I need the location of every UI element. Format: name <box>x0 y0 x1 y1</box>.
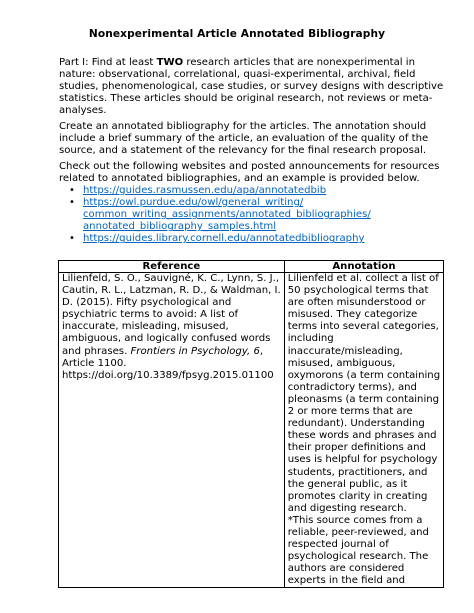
instructions-line: source, and a statement of the relevancy for the final research proposal. <box>59 145 427 157</box>
resource-link-purdue-owl[interactable]: https://owl.purdue.edu/owl/general_writing/ common_writing_assignments/annotated_bibliographies/ annotated_bibliography_samples.html <box>83 197 371 233</box>
part1-line: analyses. <box>59 105 107 117</box>
column-header-reference: Reference <box>59 261 285 273</box>
column-header-annotation: Annotation <box>284 261 443 273</box>
table-row <box>59 273 444 588</box>
list-item <box>59 185 371 197</box>
resource-link-list <box>59 185 371 245</box>
list-item <box>59 197 371 233</box>
instructions-line: Create an annotated bibliography for the articles. The annotation should <box>59 121 427 132</box>
resources-line: Check out the following websites and posted announcements for resources <box>59 161 440 172</box>
part1-line-1: Part I: Find at least TWO research articles that are nonexperimental in <box>59 57 415 68</box>
instructions-paragraph <box>59 121 429 157</box>
resource-link-rasmussen[interactable]: https://guides.rasmussen.edu/apa/annotatedbib <box>83 185 327 196</box>
bullet-icon: • <box>69 185 75 196</box>
instructions-line: include a brief summary of the article, an evaluation of the quality of the <box>59 133 429 145</box>
bullet-icon: • <box>69 233 75 245</box>
part1-line: studies, phenomenological, case studies, or survey designs with descriptive <box>59 81 444 93</box>
part1-line: statistics. These articles should be original research, not reviews or meta- <box>59 93 433 105</box>
journal-name: Frontiers in Psychology, 6 <box>130 345 260 357</box>
doi-text: https://doi.org/10.3389/fpsyg.2015.01100 <box>62 369 274 381</box>
part1-paragraph <box>59 57 444 117</box>
bullet-icon: • <box>69 197 75 209</box>
table-header-row <box>59 261 444 273</box>
document-title: Nonexperimental Article Annotated Bibliography <box>88 28 386 40</box>
annotation-cell: Lilienfeld et al. collect a list of 50 psychological terms that are often misunderstood or misused. They categorize terms into several categories, including inaccurate/misleading, misused, ambiguous, oxymorons (a term containing contradictory terms), and pleonasms (a term containing 2 or more terms that are redundant). Understanding these words and phrases and their proper definitions and uses is helpful for psychology students, practitioners, and the general public, as it promotes clarity in creating and digesting research. *This source comes from a reliable, peer-reviewed, and respected journal of psychological research. The authors are considered experts in the field and <box>284 273 443 588</box>
list-item <box>59 233 371 245</box>
resources-line: related to annotated bibliographies, and an example is provided below. <box>59 173 420 185</box>
bibliography-table <box>58 260 444 588</box>
reference-cell: Lilienfeld, S. O., Sauvigné, K. C., Lynn, S. J., Cautin, R. L., Latzman, R. D., & Waldman, I. D. (2015). Fifty psychological and psychiatric terms to avoid: A list of inaccurate, misleading, misused, ambiguous, and logically confused words and phrases. Frontiers in Psychology, 6, Article 1100. https://doi.org/10.3389/fpsyg.2015.01100 <box>59 273 285 588</box>
resources-paragraph <box>59 161 440 185</box>
resource-link-cornell[interactable]: https://guides.library.cornell.edu/annotatedbibliography <box>83 233 365 245</box>
part1-line: nature: observational, correlational, quasi-experimental, archival, field <box>59 69 416 81</box>
